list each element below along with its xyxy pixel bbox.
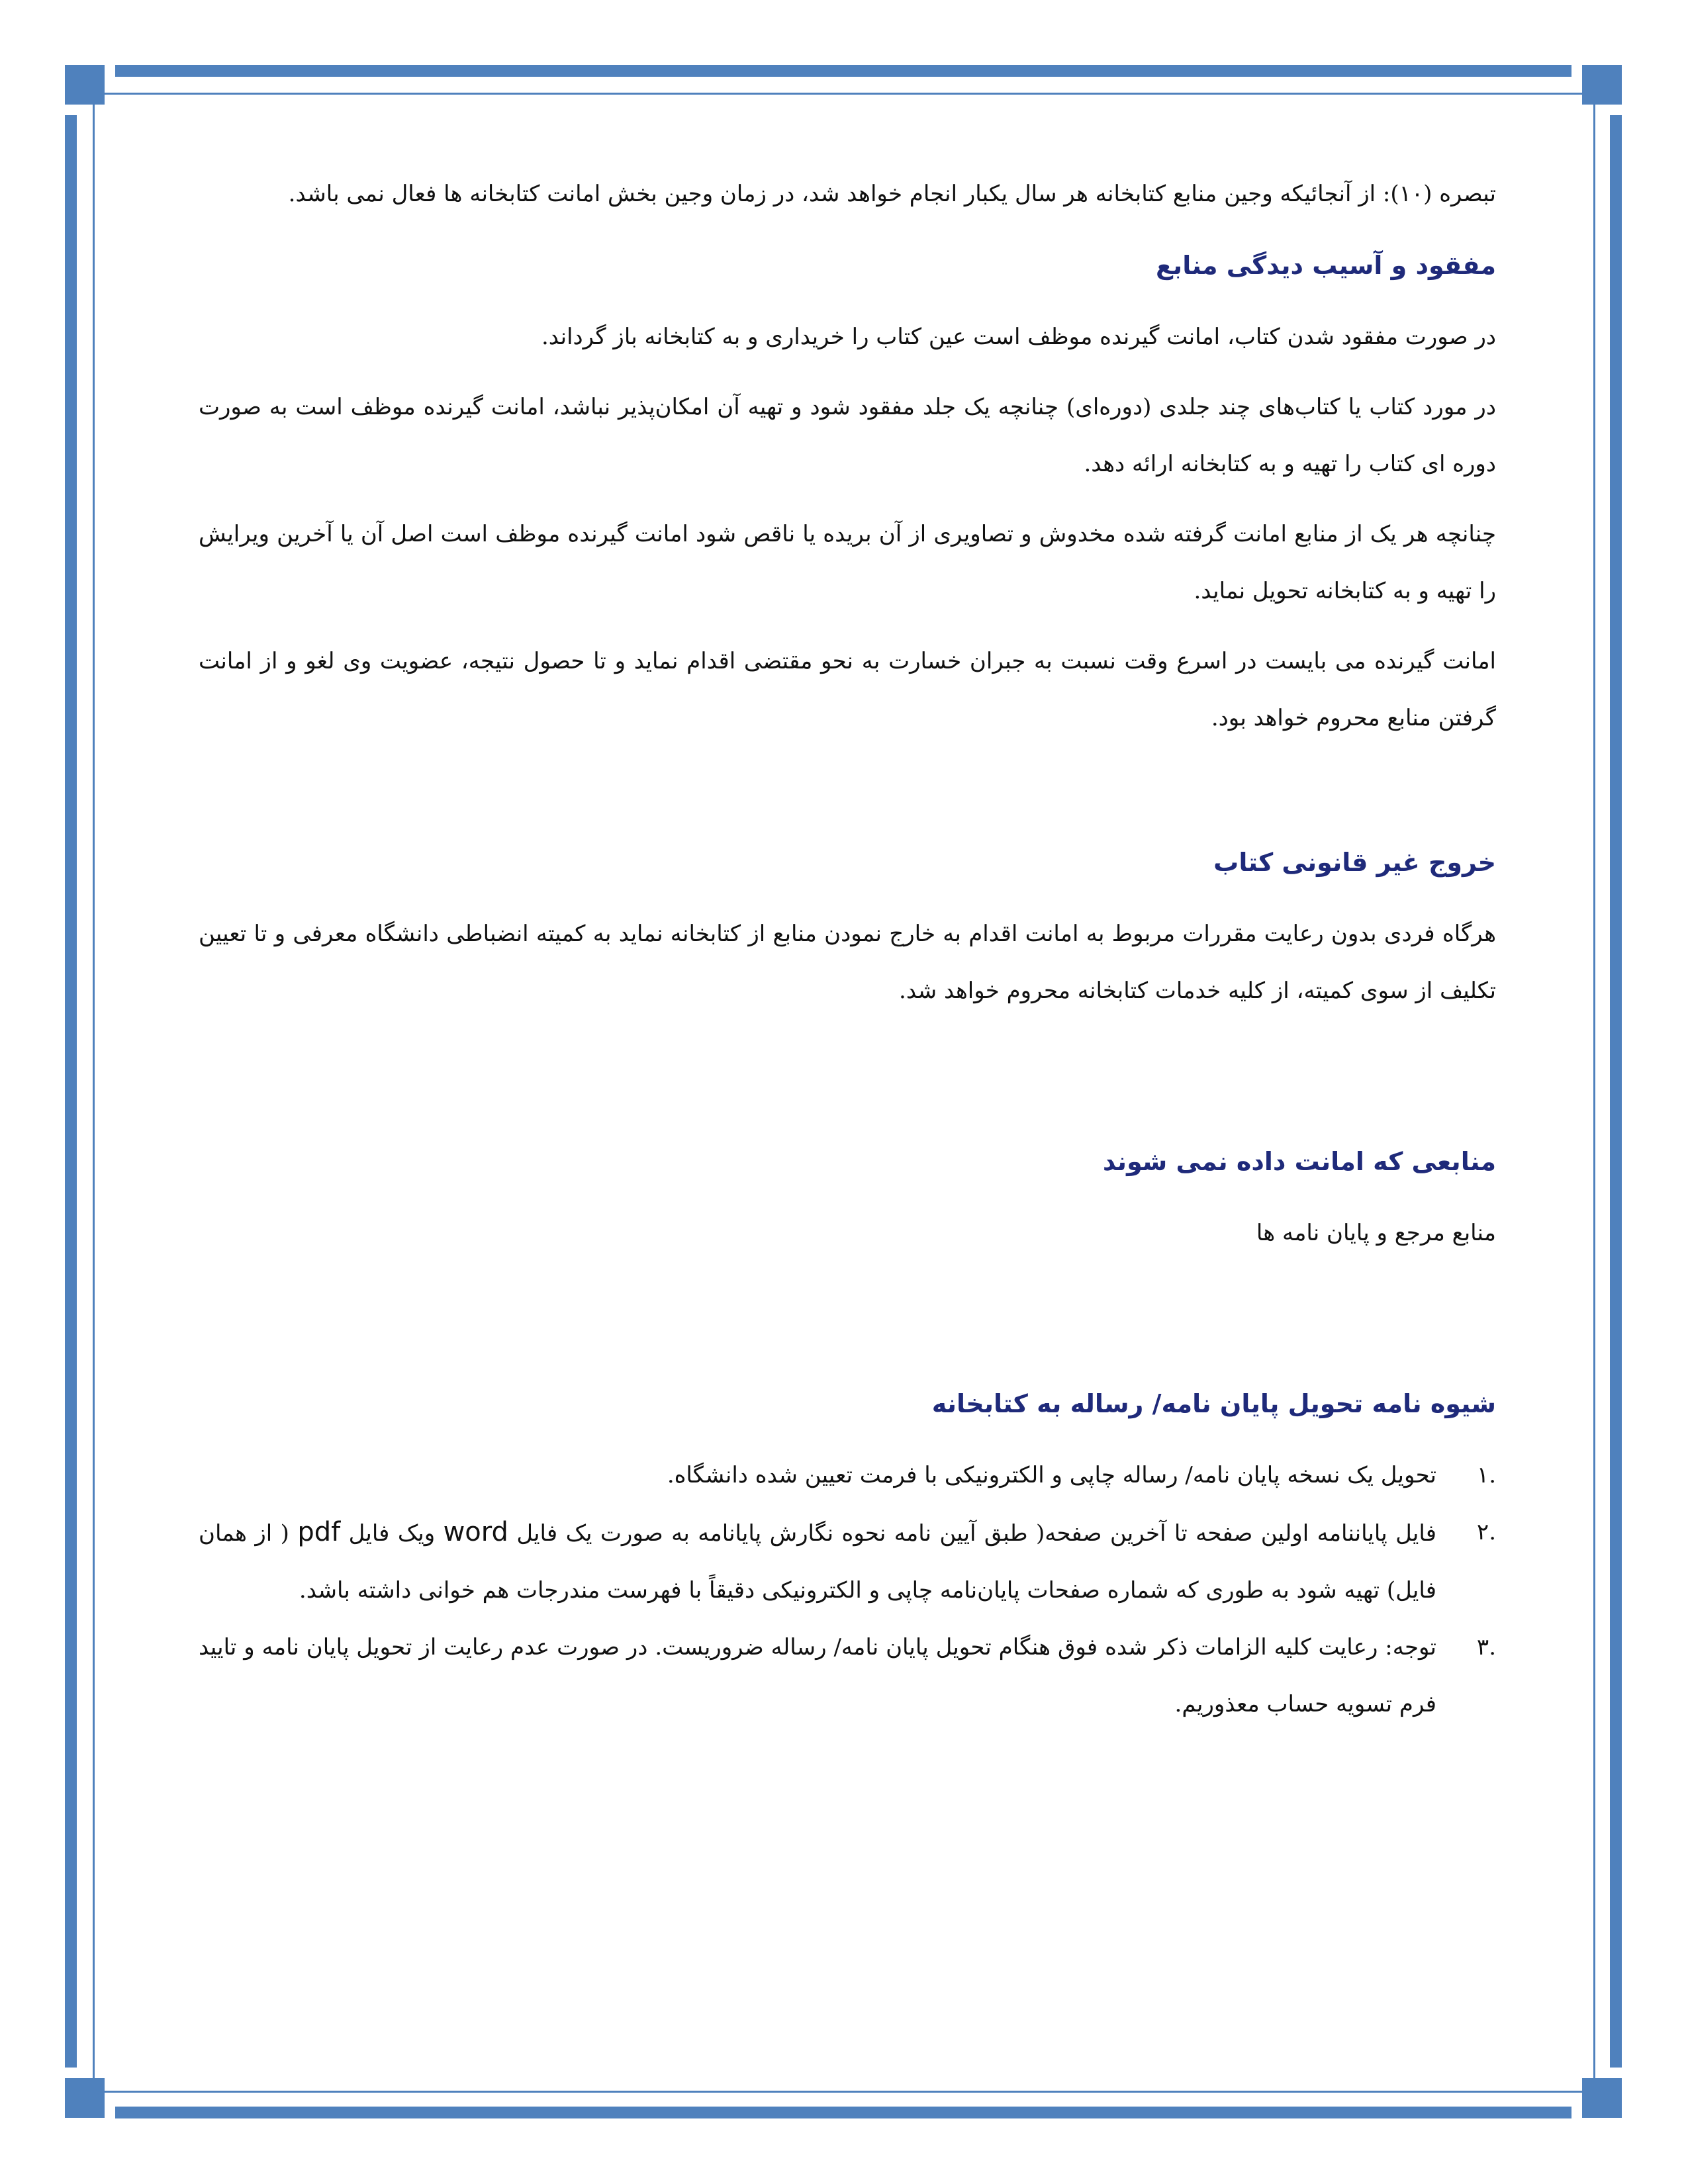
list-item — [199, 1447, 1496, 1504]
illegal-exit-heading: خروج غیر قانونی کتاب — [1213, 848, 1496, 877]
non-loanable-heading: منابعی که امانت داده نمی شوند — [1102, 1147, 1496, 1176]
border-right-bar — [1610, 115, 1622, 2068]
list-number: .۲ — [1476, 1519, 1496, 1545]
lost-paragraph-1: در صورت مفقود شدن کتاب، امانت گیرنده موظف است عین کتاب را خریداری و به کتابخانه باز گرداند. — [541, 324, 1496, 350]
list-number: .۱ — [1476, 1462, 1496, 1488]
illegal-exit-paragraph: هرگاه فردی بدون رعایت مقررات مربوط به امانت اقدام به خارج نمودن منابع از کتابخانه نماید به کمیته انضباطی دانشگاه معرفی و تا تعیین تکلیف از سوی کمیته، از کلیه خدمات کتابخانه محروم خواهد شد. — [199, 921, 1496, 1004]
lost-damaged-heading: مفقود و آسیب دیدگی منابع — [1155, 251, 1496, 280]
list-item-text: توجه: رعایت کلیه الزامات ذکر شده فوق هنگام تحویل پایان نامه/ رساله ضروریست. در صورت عدم رعایت از تحویل پایان نامه و تایید فرم تسویه حساب معذوریم. — [199, 1634, 1436, 1717]
thesis-steps-list — [199, 1447, 1496, 1733]
lost-paragraph-2: در مورد کتاب یا کتاب‌های چند جلدی (دوره‌ای) چنانچه یک جلد مفقود شود و تهیه آن امکان‌پذیر نباشد، امانت گیرنده موظف است به صورت دوره ای کتاب را تهیه و به کتابخانه ارائه دهد. — [199, 394, 1496, 477]
lost-paragraph-4: امانت گیرنده می بایست در اسرع وقت نسبت به جبران خسارت به نحو مقتضی اقدام نماید و تا حصول نتیجه، عضویت وی لغو و از امانت گرفتن منابع محروم خواهد بود. — [199, 648, 1496, 731]
list-item-text: ویک فایل — [348, 1520, 436, 1547]
note-10: تبصره (۱۰): از آنجائیکه وجین منابع کتابخانه هر سال یکبار انجام خواهد شد، در زمان وجین بخش امانت کتابخانه ها فعال نمی باشد. — [288, 181, 1496, 207]
border-top-bar — [115, 65, 1571, 77]
list-item-text: تحویل یک نسخه پایان نامه/ رساله چاپی و الکترونیکی با فرمت تعیین شده دانشگاه. — [667, 1462, 1436, 1488]
list-item-text: ( از همان فایل) تهیه شود به طوری که شماره صفحات پایان‌نامه چاپی و الکترونیکی دقیقاً با فهرست مندرجات هم خوانی داشته باشد. — [199, 1520, 1436, 1604]
non-loanable-paragraph: منابع مرجع و پایان نامه ها — [1256, 1220, 1496, 1246]
list-number: .۳ — [1476, 1634, 1496, 1661]
lost-paragraph-3: چنانچه هر یک از منابع امانت گرفته شده مخدوش و تصاویری از آن بریده یا ناقص شود امانت گیرنده موظف است اصل آن یا آخرین ویرایش را تهیه و به کتابخانه تحویل نماید. — [199, 521, 1496, 604]
word-format-label: word — [443, 1517, 508, 1547]
list-item — [199, 1619, 1496, 1733]
border-bottom-bar — [115, 2107, 1571, 2118]
pdf-format-label: pdf — [297, 1517, 341, 1547]
list-item — [199, 1504, 1496, 1619]
list-item-text: فایل پایاننامه اولین صفحه تا آخرین صفحه( طبق آیین نامه نحوه نگارش پایانامه به صورت یک فایل — [516, 1520, 1436, 1547]
document-body — [199, 165, 1496, 1733]
thesis-delivery-heading: شیوه نامه تحویل پایان نامه/ رساله به کتابخانه — [931, 1389, 1496, 1418]
border-left-bar — [65, 115, 77, 2068]
